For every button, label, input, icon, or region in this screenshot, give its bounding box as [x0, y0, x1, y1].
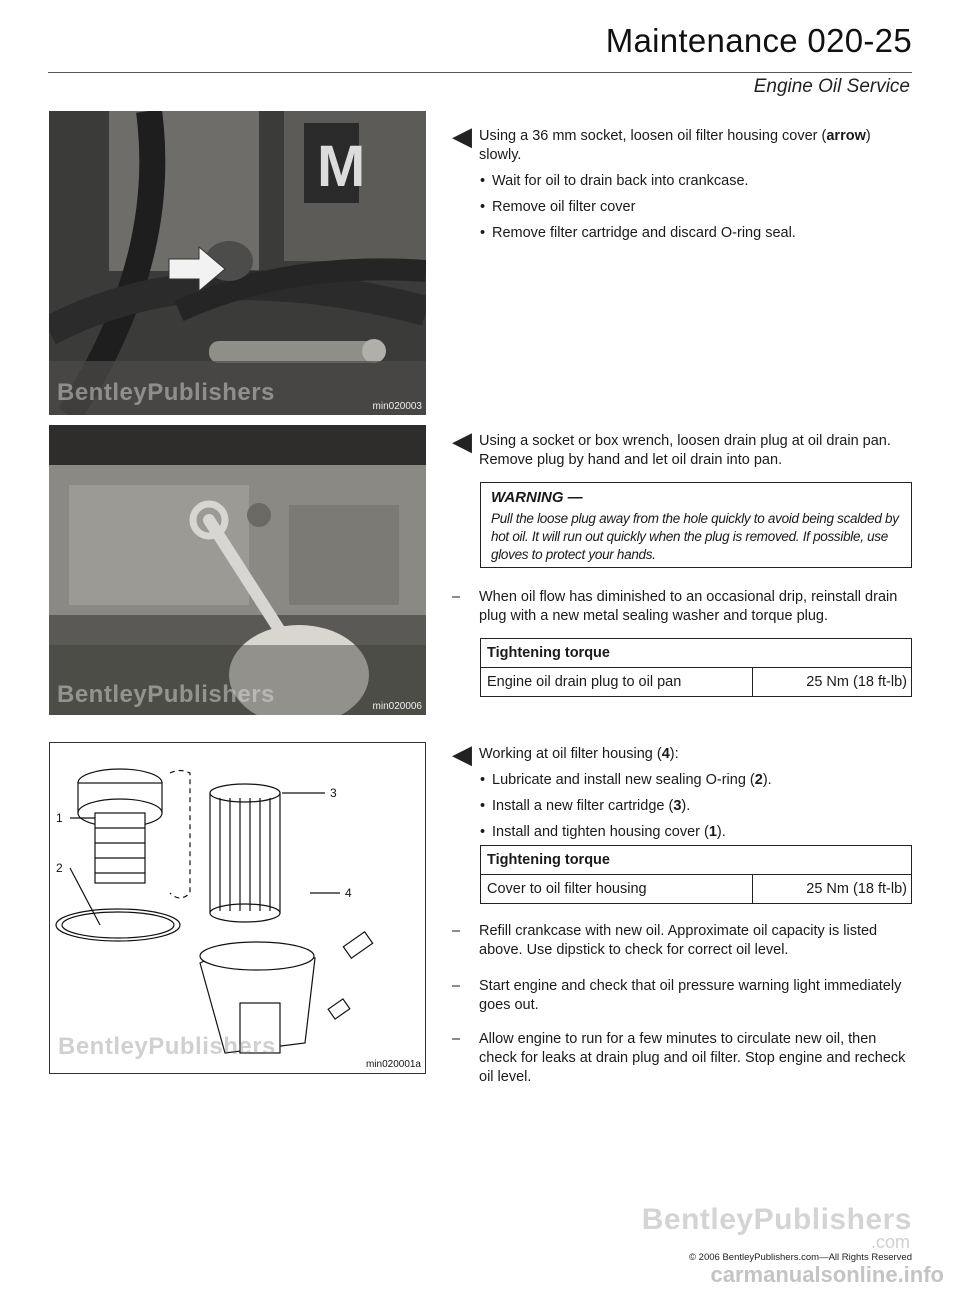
figure-oil-filter-exploded-diagram: [49, 742, 426, 1074]
figure-oil-filter-housing-photo: [49, 111, 426, 415]
bullet-item: • Lubricate and install new sealing O-ring (2).: [452, 771, 912, 790]
torque-item: Engine oil drain plug to oil pan: [481, 668, 753, 696]
step-loosen-filter-cover: [452, 121, 912, 243]
warning-text: Pull the loose plug away from the hole quickly to avoid being scalded by hot oil. It will run out quickly when the plug is removed. If possible, use gloves to protect your hands.: [491, 511, 899, 562]
torque-table-row: [481, 668, 911, 696]
step-loosen-drain-plug: ◀ Using a socket or box wrench, loosen drain plug at oil drain pan. Remove plug by hand and let oil drain into pan.: [452, 426, 891, 468]
page-title: Maintenance 020-25: [605, 22, 912, 59]
dash-marker: –: [452, 923, 461, 939]
dash-marker: –: [452, 978, 461, 994]
torque-value: 25 Nm (18 ft-lb): [806, 881, 907, 897]
watermark: BentleyPublishers: [57, 681, 275, 708]
step-lead: ◀ Using a 36 mm socket, loosen oil filter housing cover (arrow) slowly.: [452, 121, 871, 163]
torque-table-header: Tightening torque: [481, 846, 911, 875]
header-rule: [48, 72, 912, 73]
torque-table-drain-plug: [480, 638, 912, 697]
svg-text:M: M: [317, 134, 366, 199]
torque-item: Cover to oil filter housing: [481, 875, 753, 903]
step-filter-housing: ◀ Working at oil filter housing (4): • Lubricate and install new sealing O-ring (2). • Install a new filter cartridge (3). • Install and tighten housing cover (1).: [452, 745, 912, 842]
figure-id: min020001a: [365, 1059, 421, 1070]
site-watermark: carmanualsonline.info: [710, 1262, 944, 1287]
callout-3: 3: [330, 786, 337, 800]
warning-title: WARNING —: [491, 489, 583, 506]
bullet-item: • Install and tighten housing cover (1).: [452, 823, 912, 842]
callout-1: 1: [56, 811, 63, 825]
callout-2: 2: [56, 861, 63, 875]
bullet-item: • Wait for oil to drain back into crankcase.: [452, 172, 912, 191]
bullet-item: • Install a new filter cartridge (3).: [452, 797, 912, 816]
watermark: BentleyPublishers: [57, 379, 275, 406]
watermark: BentleyPublishers: [58, 1033, 276, 1060]
torque-table-header: Tightening torque: [481, 639, 911, 668]
step-start-engine: – Start engine and check that oil pressure warning light immediately goes out.: [452, 978, 902, 1013]
left-pointer-icon: ◀: [452, 121, 472, 151]
drain-pan-illustration: [49, 425, 426, 715]
step-refill-crankcase: – Refill crankcase with new oil. Approximate oil capacity is listed above. Use dipstick to check for correct oil level.: [452, 923, 878, 958]
oil-filter-exploded-drawing: [50, 743, 425, 1073]
bullet-item: • Remove oil filter cover: [452, 198, 912, 217]
warning-box: [480, 482, 912, 568]
step-reinstall-drain-plug: – When oil flow has diminished to an occasional drip, reinstall drain plug with a new metal sealing washer and torque plug.: [452, 589, 898, 624]
section-subtitle: Engine Oil Service: [753, 76, 910, 97]
torque-value: 25 Nm (18 ft-lb): [806, 674, 907, 690]
callout-4: 4: [345, 886, 352, 900]
publisher-logo-suffix: .com: [870, 1232, 910, 1252]
torque-table-row: [481, 875, 911, 903]
left-pointer-icon: ◀: [452, 426, 472, 456]
bullet-item: • Remove filter cartridge and discard O-ring seal.: [452, 224, 912, 243]
step-check-leaks: – Allow engine to run for a few minutes to circulate new oil, then check for leaks at drain plug and oil filter. Stop engine and recheck oil level.: [452, 1031, 906, 1085]
dash-marker: –: [452, 589, 461, 605]
torque-table-filter-cover: [480, 845, 912, 904]
left-pointer-icon: ◀: [452, 739, 472, 769]
figure-id: min020006: [372, 701, 422, 712]
publisher-logo: BentleyPublishers: [641, 1203, 912, 1236]
copyright-notice: © 2006 BentleyPublishers.com—All Rights Reserved: [689, 1252, 912, 1263]
dash-marker: –: [452, 1031, 461, 1047]
figure-id: min020003: [372, 401, 422, 412]
engine-bay-illustration: [49, 111, 426, 415]
figure-drain-plug-photo: [49, 425, 426, 715]
